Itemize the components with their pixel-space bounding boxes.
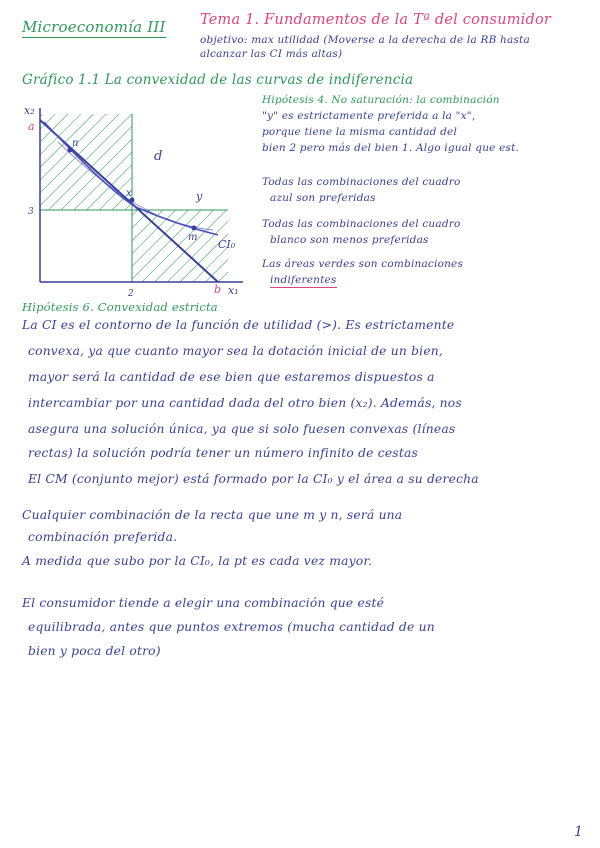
axis-x-label: x₁: [228, 284, 239, 297]
hyp6-p2-line-2: combinación preferida.: [28, 530, 178, 544]
label-n: n: [72, 138, 79, 149]
hyp6-p4-line-1: El consumidor tiende a elegir una combinación que esté: [22, 596, 385, 610]
curve-label: CI₀: [218, 238, 236, 251]
hyp6-heading: Hipótesis 6. Convexidad estricta: [22, 300, 218, 314]
hyp6-p3-line-1: A medida que subo por la CI₀, la pt es cada vez mayor.: [22, 554, 373, 568]
hyp4-line-3: porque tiene la misma cantidad del: [262, 126, 458, 138]
hyp4-line-2: "y" es estrictamente preferida a la "x",: [262, 110, 476, 122]
hyp6-p2-line-1: Cualquier combinación de la recta que une m y n, será una: [22, 508, 403, 522]
hyp6-p4-line-3: bien y poca del otro): [28, 644, 161, 658]
graph-title: Gráfico 1.1 La convexidad de las curvas de indiferencia: [22, 72, 414, 88]
hyp6-p1-line-7: El CM (conjunto mejor) está formado por la CI₀ y el área a su derecha: [28, 472, 479, 486]
bullet-2-line-1: Todas las combinaciones del cuadro: [262, 218, 461, 230]
label-x: x: [126, 188, 132, 199]
lower-right-hatched-area: [132, 210, 228, 282]
subject-title: Microeconomía III: [22, 18, 166, 36]
bullet-1-line-1: Todas las combinaciones del cuadro: [262, 176, 461, 188]
label-3: 3: [28, 207, 34, 217]
label-b: b: [214, 283, 222, 296]
topic-title: Tema 1. Fundamentos de la Tª del consumidor: [200, 12, 552, 28]
hyp6-p1-line-3: mayor será la cantidad de ese bien que estaremos dispuestos a: [28, 370, 435, 384]
hyp4-line-4: bien 2 pero más del bien 1. Algo igual que est.: [262, 142, 520, 154]
quadrant-label: d: [154, 149, 163, 164]
hyp6-p1-line-6: rectas) la solución podría tener un número infinito de cestas: [28, 446, 418, 460]
hyp6-p1-line-2: convexa, ya que cuanto mayor sea la dotación inicial de un bien,: [28, 344, 444, 358]
axis-y-label: x₂: [24, 104, 35, 117]
label-2: 2: [128, 289, 134, 299]
hyp4-heading: Hipótesis 4. No saturación: la combinación: [262, 94, 500, 106]
page-number: 1: [574, 824, 584, 840]
point-m: [192, 226, 197, 231]
indifference-curve-graph: [18, 100, 258, 300]
hyp6-p1-line-5: asegura una solución única, ya que si solo fuesen convexas (líneas: [28, 422, 456, 436]
label-a: a: [28, 120, 35, 133]
hyp6-p1-line-1: La CI es el contorno de la función de utilidad (>). Es estrictamente: [22, 318, 455, 332]
bullet-1-line-2: azul son preferidas: [270, 192, 376, 204]
bullet-2-line-2: blanco son menos preferidas: [270, 234, 429, 246]
objective-line-1: objetivo: max utilidad (Moverse a la derecha de la RB hasta: [200, 34, 530, 46]
label-m: m: [188, 232, 198, 243]
hyp6-p1-line-4: intercambiar por una cantidad dada del otro bien (x₂). Además, nos: [28, 396, 462, 410]
hyp6-p4-line-2: equilibrada, antes que puntos extremos (mucha cantidad de un: [28, 620, 435, 634]
bullet-3-line-2: indiferentes: [270, 274, 337, 286]
objective-line-2: alcanzar las CI más altas): [200, 48, 343, 60]
label-y: y: [196, 190, 203, 203]
hyp4-line-1: [262, 94, 500, 106]
bullet-3-line-1: Las áreas verdes son combinaciones: [262, 258, 464, 270]
